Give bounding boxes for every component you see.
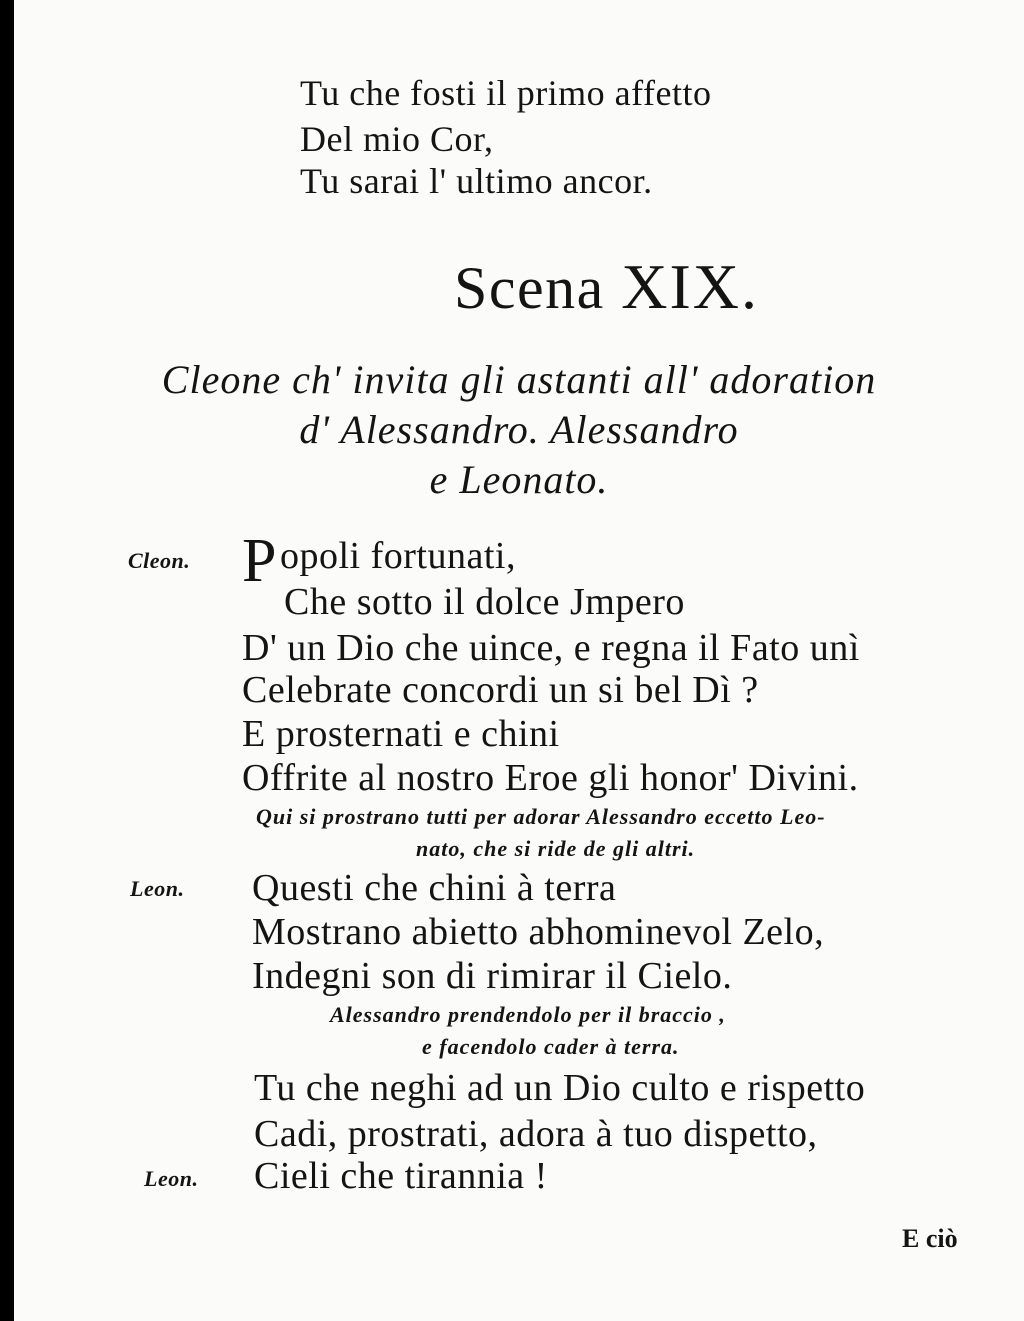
top-verse-line-3: Tu sarai l' ultimo ancor. — [300, 161, 653, 201]
book-page — [14, 0, 1024, 1321]
cleon-line-1: opoli fortunati, — [280, 535, 516, 577]
scene-heading-line-3: e Leonato. — [429, 457, 609, 502]
top-verse-line-2: Del mio Cor, — [300, 119, 494, 159]
alessandro-line-2: Cadi, prostrati, adora à tuo dispetto, — [254, 1113, 818, 1155]
speaker-cleon: Cleon. — [128, 548, 191, 573]
speaker-leon-1: Leon. — [130, 876, 185, 901]
stage-direction-2-line-1: Alessandro prendendolo per il braccio , — [330, 1002, 726, 1027]
scene-heading-line-2: d' Alessandro. Alessandro — [299, 407, 739, 452]
stage-direction-2-line-2: e facendolo cader à terra. — [422, 1034, 680, 1059]
scene-title — [454, 250, 759, 324]
scene-heading-line-1: Cleone ch' invita gli astanti all' adoration — [161, 357, 877, 402]
cleon-line-6: Offrite al nostro Eroe gli honor' Divini. — [242, 757, 859, 799]
catchword: E ciò — [902, 1224, 958, 1253]
leon-line-1: Questi che chini à terra — [252, 867, 617, 909]
alessandro-line-1: Tu che neghi ad un Dio culto e rispetto — [254, 1067, 866, 1109]
dropcap-letter: P — [242, 527, 277, 595]
speaker-leon-2: Leon. — [144, 1166, 199, 1191]
stage-direction-1-line-1: Qui si prostrano tutti per adorar Alessandro eccetto Leo- — [256, 804, 826, 829]
cleon-line-5: E prosternati e chini — [242, 713, 560, 755]
scene-title-word: Scena — [454, 255, 605, 321]
top-verse-line-1: Tu che fosti il primo affetto — [300, 73, 712, 113]
stage-direction-1-line-2: nato, che si ride de gli altri. — [416, 836, 696, 861]
cleon-line-2: Che sotto il dolce Jmpero — [284, 581, 685, 623]
scene-title-number: XIX. — [621, 251, 760, 322]
leon-reply-line: Cieli che tirannia ! — [254, 1155, 548, 1197]
cleon-line-3: D' un Dio che uince, e regna il Fato unì — [242, 627, 860, 669]
leon-line-2: Mostrano abietto abhominevol Zelo, — [252, 911, 825, 953]
cleon-line-4: Celebrate concordi un si bel Dì ? — [242, 669, 759, 711]
leon-line-3: Indegni son di rimirar il Cielo. — [252, 955, 733, 997]
